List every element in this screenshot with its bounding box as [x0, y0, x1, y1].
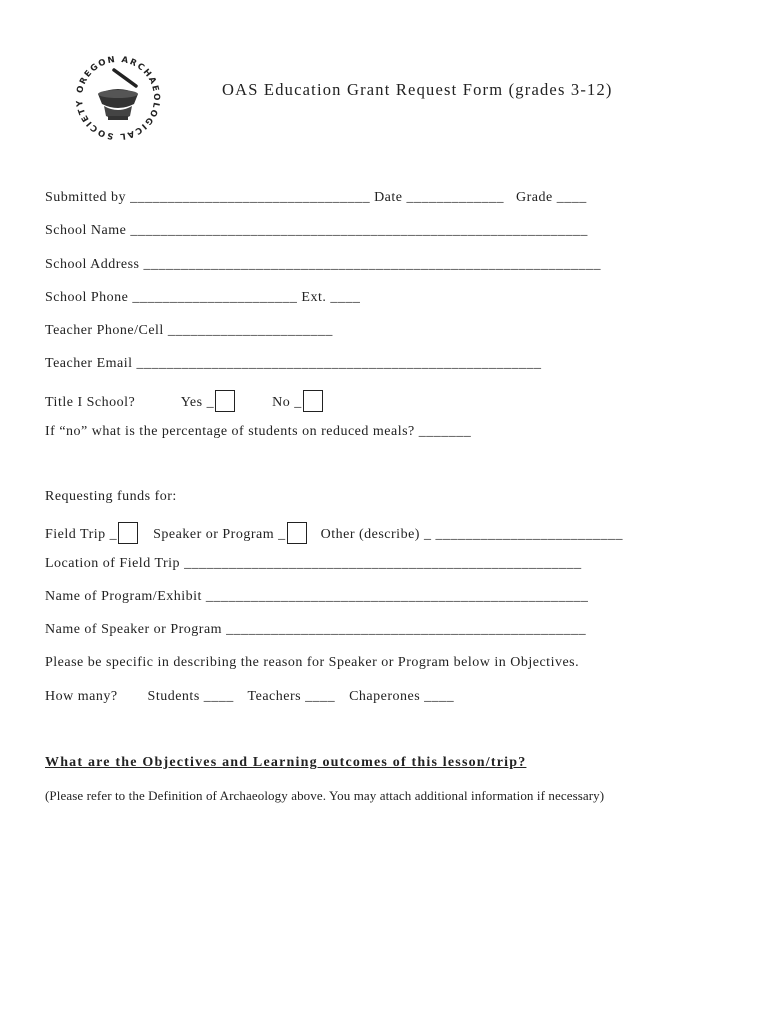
teachers-label: Teachers — [247, 689, 302, 704]
school-address-row — [45, 257, 601, 273]
requesting-heading: Requesting funds for: — [45, 489, 177, 504]
program-name-row — [45, 589, 588, 605]
teacher-phone-row — [45, 323, 333, 339]
field-trip-label: Field Trip — [45, 527, 106, 542]
title-i-label: Title I School? — [45, 395, 136, 410]
school-phone-field[interactable]: ______________________ — [132, 290, 298, 305]
form-title: OAS Education Grant Request Form (grades 3-12) — [222, 80, 613, 99]
program-name-label: Name of Program/Exhibit — [45, 589, 202, 604]
speaker-checkbox[interactable] — [287, 522, 307, 544]
submitted-row — [45, 190, 587, 206]
logo-ring-text: OREGON ARCHAEOLOGICAL SOCIETY — [74, 54, 162, 142]
grade-field[interactable]: ____ — [556, 190, 587, 205]
ext-field[interactable]: ____ — [330, 290, 361, 305]
title-i-row — [45, 390, 324, 412]
students-label: Students — [147, 689, 200, 704]
school-address-label: School Address — [45, 257, 140, 272]
speaker-name-field[interactable]: ________________________________________________ — [226, 622, 587, 637]
teacher-phone-label: Teacher Phone/Cell — [45, 323, 164, 338]
school-phone-row — [45, 290, 360, 306]
date-label: Date — [374, 190, 403, 205]
speaker-label: Speaker or Program — [153, 527, 275, 542]
school-address-field[interactable]: _____________________________________________________________ — [143, 257, 601, 272]
specific-note: Please be specific in describing the reason for Speaker or Program below in Objectives. — [45, 655, 580, 670]
submitted-by-field[interactable]: ________________________________ — [130, 190, 371, 205]
ext-label: Ext. — [301, 290, 327, 305]
location-field[interactable]: _____________________________________________________ — [184, 556, 582, 571]
school-name-row — [45, 223, 588, 239]
objectives-heading: What are the Objectives and Learning outcomes of this lesson/trip? — [45, 755, 527, 770]
speaker-name-label: Name of Speaker or Program — [45, 622, 223, 637]
reduced-meals-field[interactable]: _______ — [418, 424, 472, 439]
title-i-no-label: No — [272, 395, 291, 410]
teacher-email-row — [45, 356, 542, 372]
objectives-note: (Please refer to the Definition of Archaeology above. You may attach additional information if necessary) — [45, 788, 605, 803]
grade-label: Grade — [516, 190, 553, 205]
other-label: Other (describe) _ — [320, 527, 432, 542]
reduced-meals-label: If “no” what is the percentage of students on reduced meals? — [45, 424, 415, 439]
chaperones-label: Chaperones — [349, 689, 421, 704]
school-name-label: School Name — [45, 223, 127, 238]
field-trip-prefix: _ — [109, 527, 118, 542]
chaperones-field[interactable]: ____ — [424, 689, 455, 704]
other-field[interactable]: _________________________ — [435, 527, 623, 542]
school-name-field[interactable]: _____________________________________________________________ — [130, 223, 588, 238]
teachers-field[interactable]: ____ — [305, 689, 336, 704]
teacher-email-label: Teacher Email — [45, 356, 133, 371]
reduced-meals-row — [45, 424, 471, 440]
funds-row — [45, 522, 623, 544]
teacher-email-field[interactable]: ______________________________________________________ — [136, 356, 542, 371]
program-name-field[interactable]: ___________________________________________________ — [205, 589, 589, 604]
title-i-yes-label: Yes — [180, 395, 203, 410]
logo-seal — [72, 52, 164, 144]
title-i-yes-checkbox[interactable] — [215, 390, 235, 412]
students-field[interactable]: ____ — [203, 689, 234, 704]
title-i-no-checkbox[interactable] — [303, 390, 323, 412]
title-i-yes-prefix: _ — [206, 395, 215, 410]
school-phone-label: School Phone — [45, 290, 129, 305]
field-trip-checkbox[interactable] — [118, 522, 138, 544]
location-label: Location of Field Trip — [45, 556, 181, 571]
submitted-by-label: Submitted by — [45, 190, 127, 205]
date-field[interactable]: _____________ — [406, 190, 504, 205]
speaker-name-row — [45, 622, 586, 638]
speaker-prefix: _ — [278, 527, 286, 542]
location-row — [45, 556, 582, 572]
mortar-and-pestle-icon — [98, 70, 138, 120]
title-i-no-prefix: _ — [294, 395, 302, 410]
teacher-phone-field[interactable]: ______________________ — [167, 323, 333, 338]
how-many-row — [45, 689, 454, 705]
how-many-label: How many? — [45, 689, 118, 704]
society-logo — [72, 52, 164, 144]
